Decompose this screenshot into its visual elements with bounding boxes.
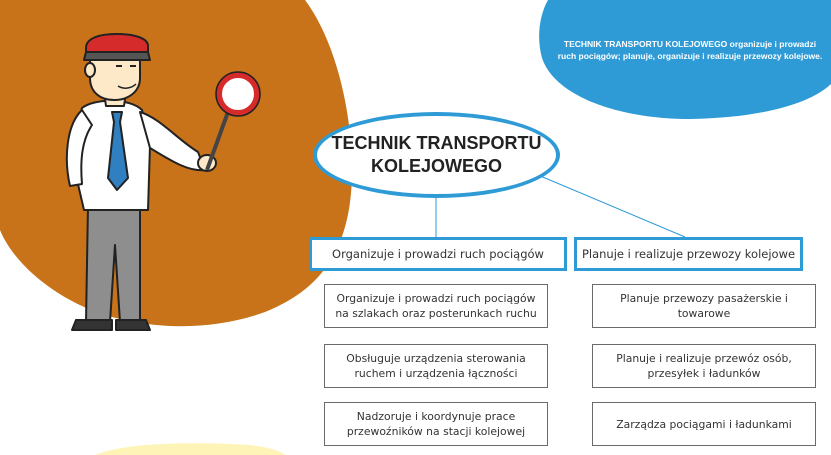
yellow-blob bbox=[95, 443, 286, 455]
category-box-right: Planuje i realizuje przewozy kolejowe bbox=[574, 237, 803, 271]
task-box-left-1: Organizuje i prowadzi ruch pociągów na szlakach oraz posterunkach ruchu bbox=[324, 284, 548, 328]
task-box-right-2: Planuje i realizuje przewóz osób, przesyłek i ładunków bbox=[592, 344, 816, 388]
category-box-left: Organizuje i prowadzi ruch pociągów bbox=[309, 237, 567, 271]
central-title-text: TECHNIK TRANSPORTU KOLEJOWEGO bbox=[331, 133, 542, 176]
task-box-right-3: Zarządza pociągami i ładunkami bbox=[592, 402, 816, 446]
description-bubble: TECHNIK TRANSPORTU KOLEJOWEGO organizuje i prowadzi ruch pociągów; planuje, organizuje i realizuje przewozy kolejowe. bbox=[557, 39, 823, 61]
signal-paddle-icon bbox=[216, 72, 260, 116]
central-title bbox=[313, 112, 560, 198]
task-box-left-3: Nadzoruje i koordynuje prace przewoźników na stacji kolejowej bbox=[324, 402, 548, 446]
connector-line-right bbox=[538, 175, 685, 237]
task-box-right-1: Planuje przewozy pasażerskie i towarowe bbox=[592, 284, 816, 328]
task-box-left-2: Obsługuje urządzenia sterowania ruchem i urządzenia łączności bbox=[324, 344, 548, 388]
